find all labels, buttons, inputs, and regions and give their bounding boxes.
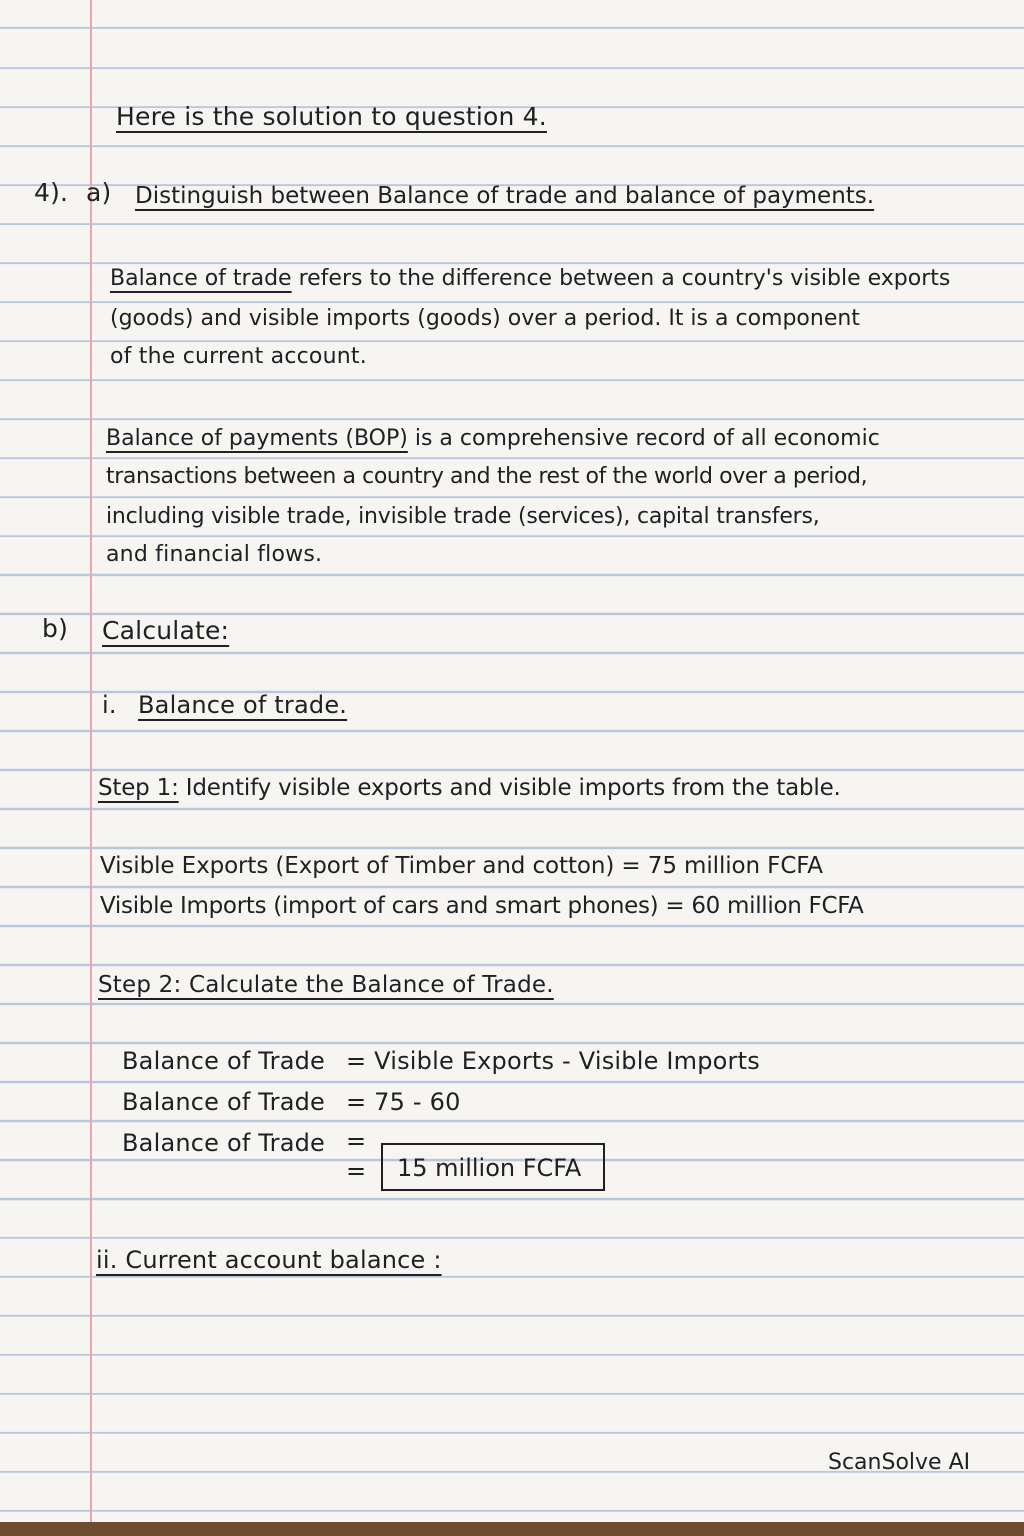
table-surface bbox=[0, 1522, 1024, 1536]
bot-definition-line3: of the current account. bbox=[110, 344, 367, 369]
bot-definition-line1 bbox=[110, 264, 950, 294]
visible-exports-line: Visible Exports (Export of Timber and cotton) = 75 million FCFA bbox=[100, 853, 823, 879]
calc-line1-left: Balance of Trade bbox=[122, 1047, 326, 1075]
bop-line1-rest: is a comprehensive record of all economic bbox=[407, 426, 880, 451]
calc-line1-right: = Visible Exports - Visible Imports bbox=[346, 1047, 760, 1075]
calc-equals-2: = bbox=[346, 1157, 367, 1185]
bop-definition-line3: including visible trade, invisible trade (services), capital transfers, bbox=[106, 504, 820, 529]
scansolve-watermark: ScanSolve AI bbox=[828, 1450, 971, 1475]
part-a-title: Distinguish between Balance of trade and balance of payments. bbox=[135, 183, 875, 209]
result-value: 15 million FCFA bbox=[397, 1154, 582, 1182]
bot-term: Balance of trade bbox=[110, 266, 292, 291]
part-a-label: a) bbox=[86, 178, 112, 207]
step1-text: Identify visible exports and visible imports from the table. bbox=[178, 775, 841, 801]
margin-line bbox=[90, 0, 92, 1522]
calc-line2-right: = 75 - 60 bbox=[346, 1088, 461, 1116]
intro-heading: Here is the solution to question 4. bbox=[116, 102, 547, 131]
part-b-title: Calculate: bbox=[102, 616, 230, 645]
bot-definition-line2: (goods) and visible imports (goods) over a period. It is a component bbox=[110, 306, 860, 331]
sub-ii-title: ii. Current account balance : bbox=[96, 1246, 442, 1274]
step1-line bbox=[98, 773, 841, 803]
part-b-label: b) bbox=[42, 614, 69, 643]
step2-label: Step 2: Calculate the Balance of Trade. bbox=[98, 972, 554, 998]
question-number: 4). bbox=[34, 178, 69, 207]
bop-definition-line2: transactions between a country and the rest of the world over a period, bbox=[106, 464, 868, 489]
calc-line2-left: Balance of Trade bbox=[122, 1088, 326, 1116]
bop-definition-line1 bbox=[106, 424, 880, 454]
bop-term: Balance of payments (BOP) bbox=[106, 426, 408, 451]
calc-line3-left: Balance of Trade bbox=[122, 1129, 326, 1157]
visible-imports-line: Visible Imports (import of cars and smart phones) = 60 million FCFA bbox=[100, 893, 864, 919]
bop-definition-line4: and financial flows. bbox=[106, 542, 323, 567]
calc-equals-1: = bbox=[346, 1127, 367, 1155]
sub-i-label: i. bbox=[102, 691, 117, 719]
step1-label: Step 1: bbox=[98, 775, 179, 801]
result-box bbox=[381, 1143, 605, 1191]
sub-i-title: Balance of trade. bbox=[138, 691, 348, 719]
bot-line1-rest: refers to the difference between a country's visible exports bbox=[291, 266, 951, 291]
